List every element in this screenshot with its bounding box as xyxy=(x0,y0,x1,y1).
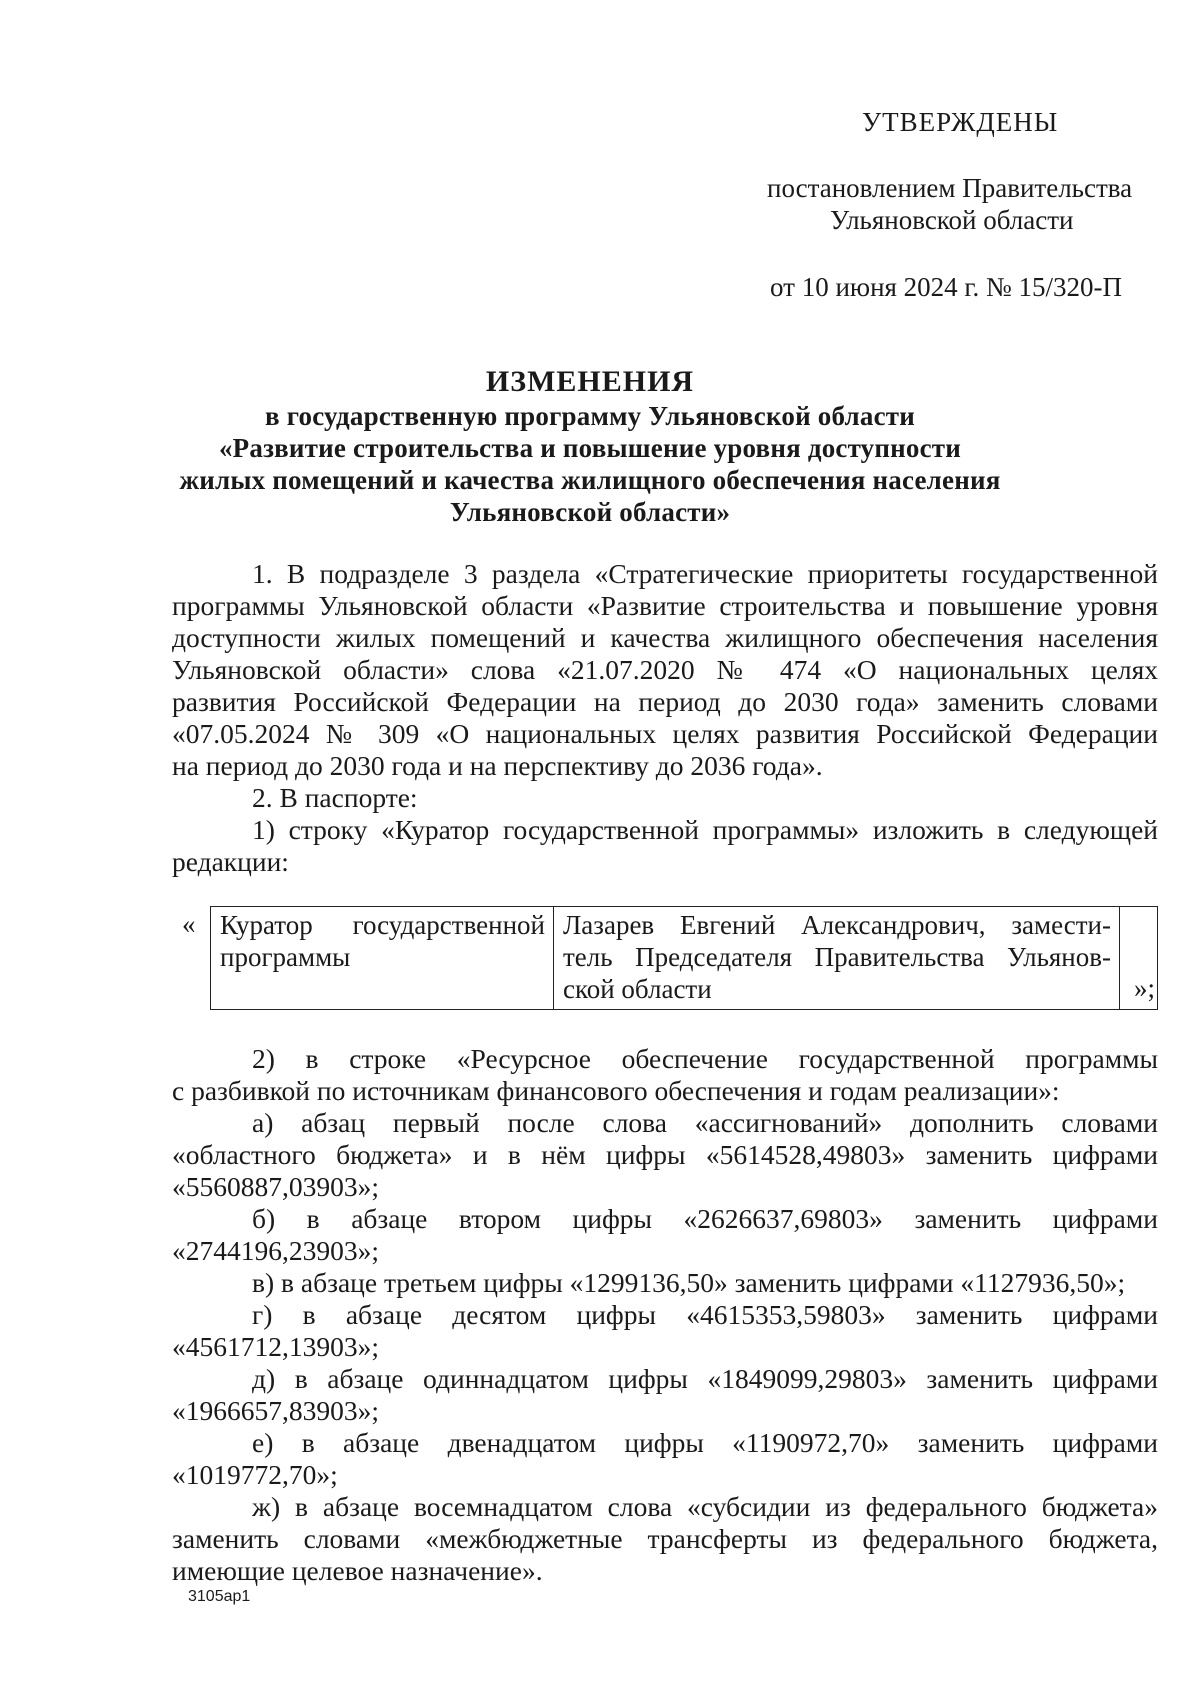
curator-value-line: Лазарев Евгений Александрович, замести- xyxy=(563,910,1111,940)
curator-value-cell xyxy=(554,907,1120,1010)
approval-line-1: постановлением Правительства xyxy=(767,173,1133,203)
item-2-line: имеющие целевое назначение». xyxy=(172,1555,543,1586)
title-line-3: жилых помещений и качества жилищного обеспечения населения xyxy=(179,465,1001,495)
section-1-line: развития Российской Федерации на период до 2030 года» заменить словами xyxy=(172,686,1158,717)
table-row xyxy=(211,907,1158,1010)
item-2-line: 2) в строке «Ресурсное обеспечение государственной программы xyxy=(252,1043,1158,1074)
section-2-item-1-line: 1) строку «Куратор государственной программы» изложить в следующей xyxy=(252,814,1158,845)
section-1-line: на период до 2030 года и на перспективу до 2036 года». xyxy=(172,750,823,781)
approval-line-2: Ульяновской области xyxy=(830,205,1074,235)
document-title: ИЗМЕНЕНИЯ xyxy=(485,365,695,398)
curator-value-line: ской области xyxy=(563,974,712,1004)
item-2-line: «1966657,83903»; xyxy=(172,1395,380,1426)
item-2-line: «областного бюджета» и в нём цифры «5614528,49803» заменить цифрами xyxy=(172,1139,1158,1170)
item-2-line: е) в абзаце двенадцатом цифры «1190972,70» заменить цифрами xyxy=(252,1427,1158,1458)
item-2-line: в) в абзаце третьем цифры «1299136,50» заменить цифрами «1127936,50»; xyxy=(252,1267,1126,1298)
section-1-line: программы Ульяновской области «Развитие строительства и повышение уровня xyxy=(172,590,1158,621)
item-2-line: «1019772,70»; xyxy=(172,1459,338,1490)
title-line-2: «Развитие строительства и повышение уровня доступности xyxy=(218,433,961,463)
item-2-line: б) в абзаце втором цифры «2626637,69803» заменить цифрами xyxy=(252,1203,1158,1234)
approval-heading: УТВЕРЖДЕНЫ xyxy=(862,107,1059,137)
section-1-line: Ульяновской области» слова «21.07.2020 № 474 «О национальных целях xyxy=(172,654,1158,685)
curator-table xyxy=(210,906,1158,1010)
title-line-4: Ульяновской области» xyxy=(449,497,731,527)
item-2-line: «4561712,13903»; xyxy=(172,1331,380,1362)
section-1-line: доступности жилых помещений и качества жилищного обеспечения населения xyxy=(172,622,1158,653)
item-2-line: ж) в абзаце восемнадцатом слова «субсидии из федерального бюджета» xyxy=(252,1491,1158,1522)
open-quote: « xyxy=(182,909,196,939)
item-2-line: а) абзац первый после слова «ассигнований» дополнить словами xyxy=(252,1107,1158,1138)
curator-value-line: тель Председателя Правительства Ульянов- xyxy=(563,942,1111,972)
document-code: 3105ap1 xyxy=(188,1588,251,1605)
close-quote: »; xyxy=(1134,973,1156,1003)
section-1-line: 1. В подразделе 3 раздела «Стратегические приоритеты государственной xyxy=(252,558,1158,589)
item-2-line: «5560887,03903»; xyxy=(172,1171,380,1202)
curator-table-block xyxy=(172,906,1158,1006)
curator-label-line: программы xyxy=(220,942,351,972)
section-2-item-2 xyxy=(172,1043,1158,1587)
item-2-line: с разбивкой по источникам финансового обеспечения и годам реализации»: xyxy=(172,1075,1060,1106)
item-2-line: г) в абзаце десятом цифры «4615353,59803» заменить цифрами xyxy=(252,1299,1158,1330)
section-2-heading: 2. В паспорте: xyxy=(252,782,418,813)
curator-label-cell xyxy=(211,907,554,1010)
item-2-line: «2744196,23903»; xyxy=(172,1235,380,1266)
item-2-line: заменить словами «межбюджетные трансферты из федерального бюджета, xyxy=(172,1523,1158,1554)
approval-date-number: от 10 июня 2024 г. № 15/320-П xyxy=(770,272,1122,302)
section-1 xyxy=(172,558,1158,878)
curator-label-line: Куратор государственной xyxy=(220,910,545,940)
section-1-line: «07.05.2024 № 309 «О национальных целях развития Российской Федерации xyxy=(172,718,1158,749)
item-2-line: д) в абзаце одиннадцатом цифры «1849099,29803» заменить цифрами xyxy=(252,1363,1158,1394)
title-line-1: в государственную программу Ульяновской области xyxy=(265,401,915,431)
section-2-item-1-line: редакции: xyxy=(172,846,289,877)
